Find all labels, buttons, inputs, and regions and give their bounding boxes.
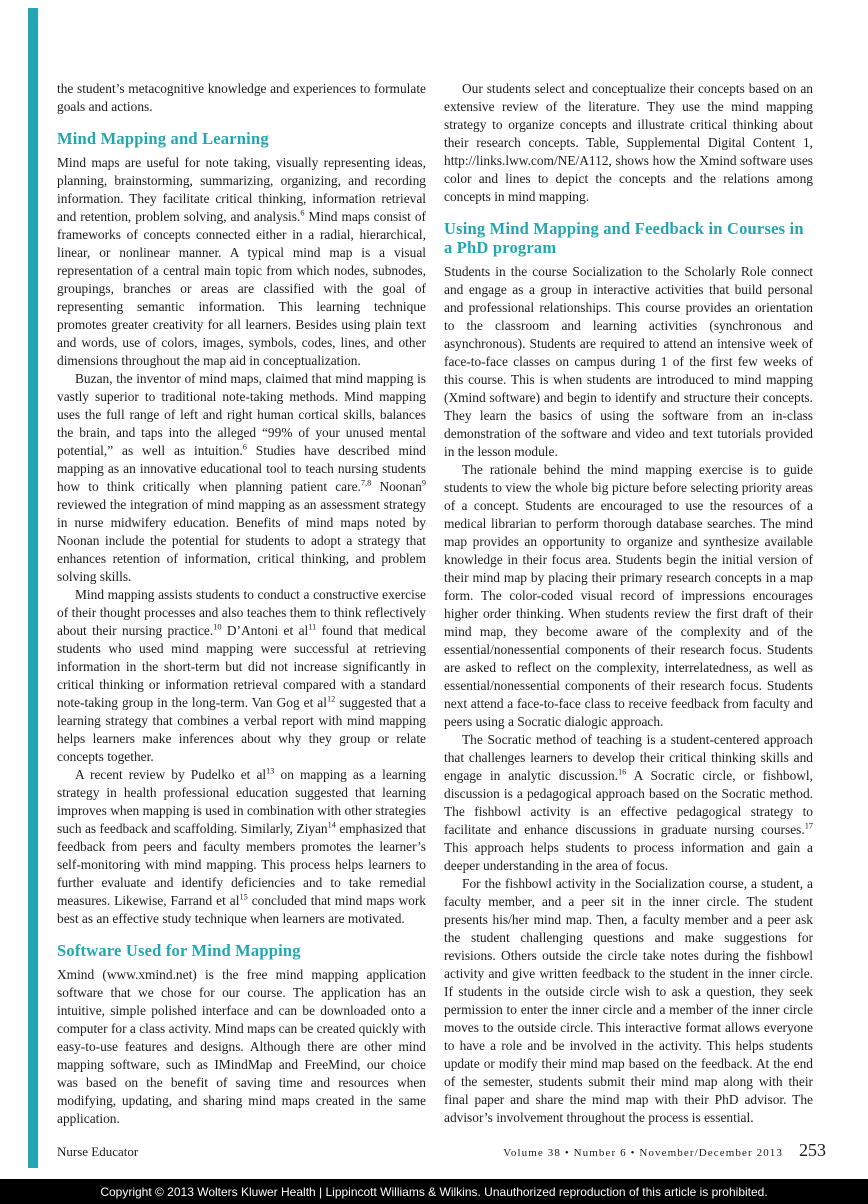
column-right [444, 80, 813, 1128]
reference-superscript: 17 [804, 821, 813, 831]
section-heading: Mind Mapping and Learning [57, 129, 269, 148]
reference-superscript: 10 [213, 622, 222, 632]
paragraph: Our students select and conceptualize their concepts based on an extensive review of the literature. They use the mind mapping strategy to organize concepts and illustrate critical thinking about their research concepts. Table, Supplemental Digital Content 1, http://links.lww.com/NE/A112, shows how the Xmind software uses color and lines to depict the concepts and the relations among concepts in mind mapping. [444, 81, 813, 204]
article-content [57, 80, 813, 1128]
reference-superscript: 6 [242, 442, 247, 452]
footer-page-number: 253 [799, 1140, 826, 1160]
paragraph: Buzan, the inventor of mind maps, claimed that mind mapping is vastly superior to traditional note-taking methods. Mind mapping uses the full range of left and right human cortical skills, balances the brain, and taps into the alleged “99% of your unused mental potential,” as well as intuition.$^6$ Studies have described mind mapping as an innovative educational tool to teach nursing students how to think critically when planning patient care.$^{7,8}$ Noonan$^9$ reviewed the integration of mind mapping as an assessment strategy in nurse midwifery education. Benefits of mind maps noted by Noonan include the potential for students to adopt a strategy that enhances retention of information, critical thinking, and problem solving skills. [57, 371, 426, 584]
reference-superscript: 13 [266, 766, 275, 776]
paragraph: Mind mapping assists students to conduct a constructive exercise of their thought processes and also teaches them to think reflectively about their nursing practice.$^{10}$ D’Antoni et $al^{11}$ found that medical students who used mind mapping were successful at retrieving information in the short-term but did not increase significantly in critical thinking or information retrieval compared with a standard note-taking group in the long-term. Van Gog et $al^{12}$ suggested that a learning strategy that combines a verbal report with mind mapping helps learners make inferences about why they group or relate concepts together. [57, 587, 426, 764]
reference-superscript: 16 [617, 767, 627, 777]
paragraph: Students in the course Socialization to the Scholarly Role connect and engage as a group in interactive activities that build personal and professional relationships. This course provides an orientation to the classroom and learning activities (synchronous and asynchronous). Students are required to attend an intensive week of face-to-face classes on campus during 1 of the first few weeks of this course. This is when students are introduced to mind mapping (Xmind software) and begin to identify and structure their concepts. They learn the basics of using the software from an in-class demonstration of the software and video and text tutorials provided in the lesson module. [444, 264, 813, 459]
footer-journal-title: Nurse Educator [57, 1144, 139, 1159]
reference-superscript: 9 [421, 478, 426, 488]
accent-stripe [28, 8, 38, 1168]
copyright-text: Copyright © 2013 Wolters Kluwer Health | Lippincott Williams & Wilkins. Unauthorized reproduction of this article is prohibited. [100, 1184, 768, 1199]
paragraph: The rationale behind the mind mapping exercise is to guide students to view the whole big picture before selecting priority areas of a concept. Students are encouraged to use the resources of a medical librarian to perform thorough database searches. The mind map provides an opportunity to organize and synthesize available knowledge in their focus area. Students begin the initial version of their mind map by placing their primary research concepts in a map form. The color-coded visual record of impressions encourages higher order thinking. When students review the first draft of their mind map, they become aware of the complexity and of the essential/nonessential components of their research focus. Students are asked to reflect on the complexity, interrelatedness, as well as essential/nonessential components of their research focus. Students next attend a face-to-face class to receive feedback from faculty and peers using a Socratic dialogic approach. [444, 462, 813, 729]
footer-issue-info: Volume 38 • Number 6 • November/December 2013 [503, 1147, 783, 1159]
paragraph: The Socratic method of teaching is a student-centered approach that challenges learners to develop their critical thinking skills and engage in analytic discussion.$^{16}$ A Socratic circle, or fishbowl, discussion is a pedagogical approach based on the Socratic method. The fishbowl activity is an effective pedagogical strategy to facilitate and enhance discussions in graduate nursing courses.$^{17}$ This approach helps students to process information and gain a deeper understanding in the area of focus. [444, 732, 813, 873]
reference-superscript: 15 [239, 892, 248, 902]
section-heading: Software Used for Mind Mapping [57, 941, 301, 960]
paragraph: For the fishbowl activity in the Socialization course, a student, a faculty member, and a peer sit in the inner circle. The student presents his/her mind map. Then, a faculty member and a peer ask the student challenging questions and make suggestions for revisions. Others outside the circle take notes during the fishbowl activity and give written feedback to the student in the inner circle. If students in the outside circle wish to ask a question, they seek permission to enter the inner circle and a member of the inner circle moves to the outside circle. This interactive format allows everyone to have a role and be involved in the activity. This helps students update or modify their mind map based on the feedback. At the end of the semester, students submit their mind map along with their final paper and share the mind map with their PhD advisor. The advisor’s involvement throughout the process is essential. [444, 876, 813, 1125]
reference-superscript: 11 [308, 622, 317, 632]
column-left [57, 80, 426, 1128]
reference-superscript: 6 [300, 208, 305, 218]
reference-superscript: 7,8 [360, 478, 372, 488]
footer-right-group [503, 1140, 826, 1161]
two-column-layout [57, 80, 813, 1128]
paragraph: Mind maps are useful for note taking, visually representing ideas, planning, brainstorming, summarizing, organizing, and recording information. They facilitate critical thinking, information retrieval and retention, problem solving, and analysis.$^6$ Mind maps consist of frameworks of concepts connected either in a radial, hierarchical, linear, or nonlinear manner. A typical mind map is a visual representation of a central main topic from which nodes, subnodes, groupings, branches or areas are classified with the goal of representing semantic information. This learning technique promotes greater creativity for all learners. Besides using plain text and words, use of colors, images, symbols, codes, lines, and other dimensions throughout the map aid in conceptualization. [57, 155, 426, 368]
paragraph: the student’s metacognitive knowledge and experiences to formulate goals and actions. [57, 81, 426, 114]
section-heading: Using Mind Mapping and Feedback in Courses in a PhD program [444, 219, 804, 257]
page-footer [57, 1140, 826, 1161]
reference-superscript: 14 [327, 820, 336, 830]
paragraph: Xmind (www.xmind.net) is the free mind mapping application software that we chose for our course. The application has an intuitive, simple polished interface and can be downloaded onto a computer for a class activity. Mind maps can be created quickly with easy-to-use features and designs. Although there are other mind mapping software, such as IMindMap and FreeMind, our choice was based on the benefit of saving time and resources when modifying, updating, and sharing mind maps created in the same application. [57, 967, 426, 1126]
paragraph: A recent review by Pudelko et $al^{13}$ on mapping as a learning strategy in health professional education suggested that learning improves when mapping is used in combination with other strategies such as feedback and scaffolding. Similarly, Ziyan$^{14}$ emphasized that feedback from peers and faculty members promotes the learner’s self-monitoring with mind mapping. This process helps learners to further evaluate and identify deficiencies and to take remedial measures. Likewise, Farrand et $al^{15}$ concluded that mind maps work best as an effective study technique when learners are motivated. [57, 766, 427, 926]
reference-superscript: 12 [326, 694, 336, 704]
copyright-bar [0, 1179, 868, 1204]
